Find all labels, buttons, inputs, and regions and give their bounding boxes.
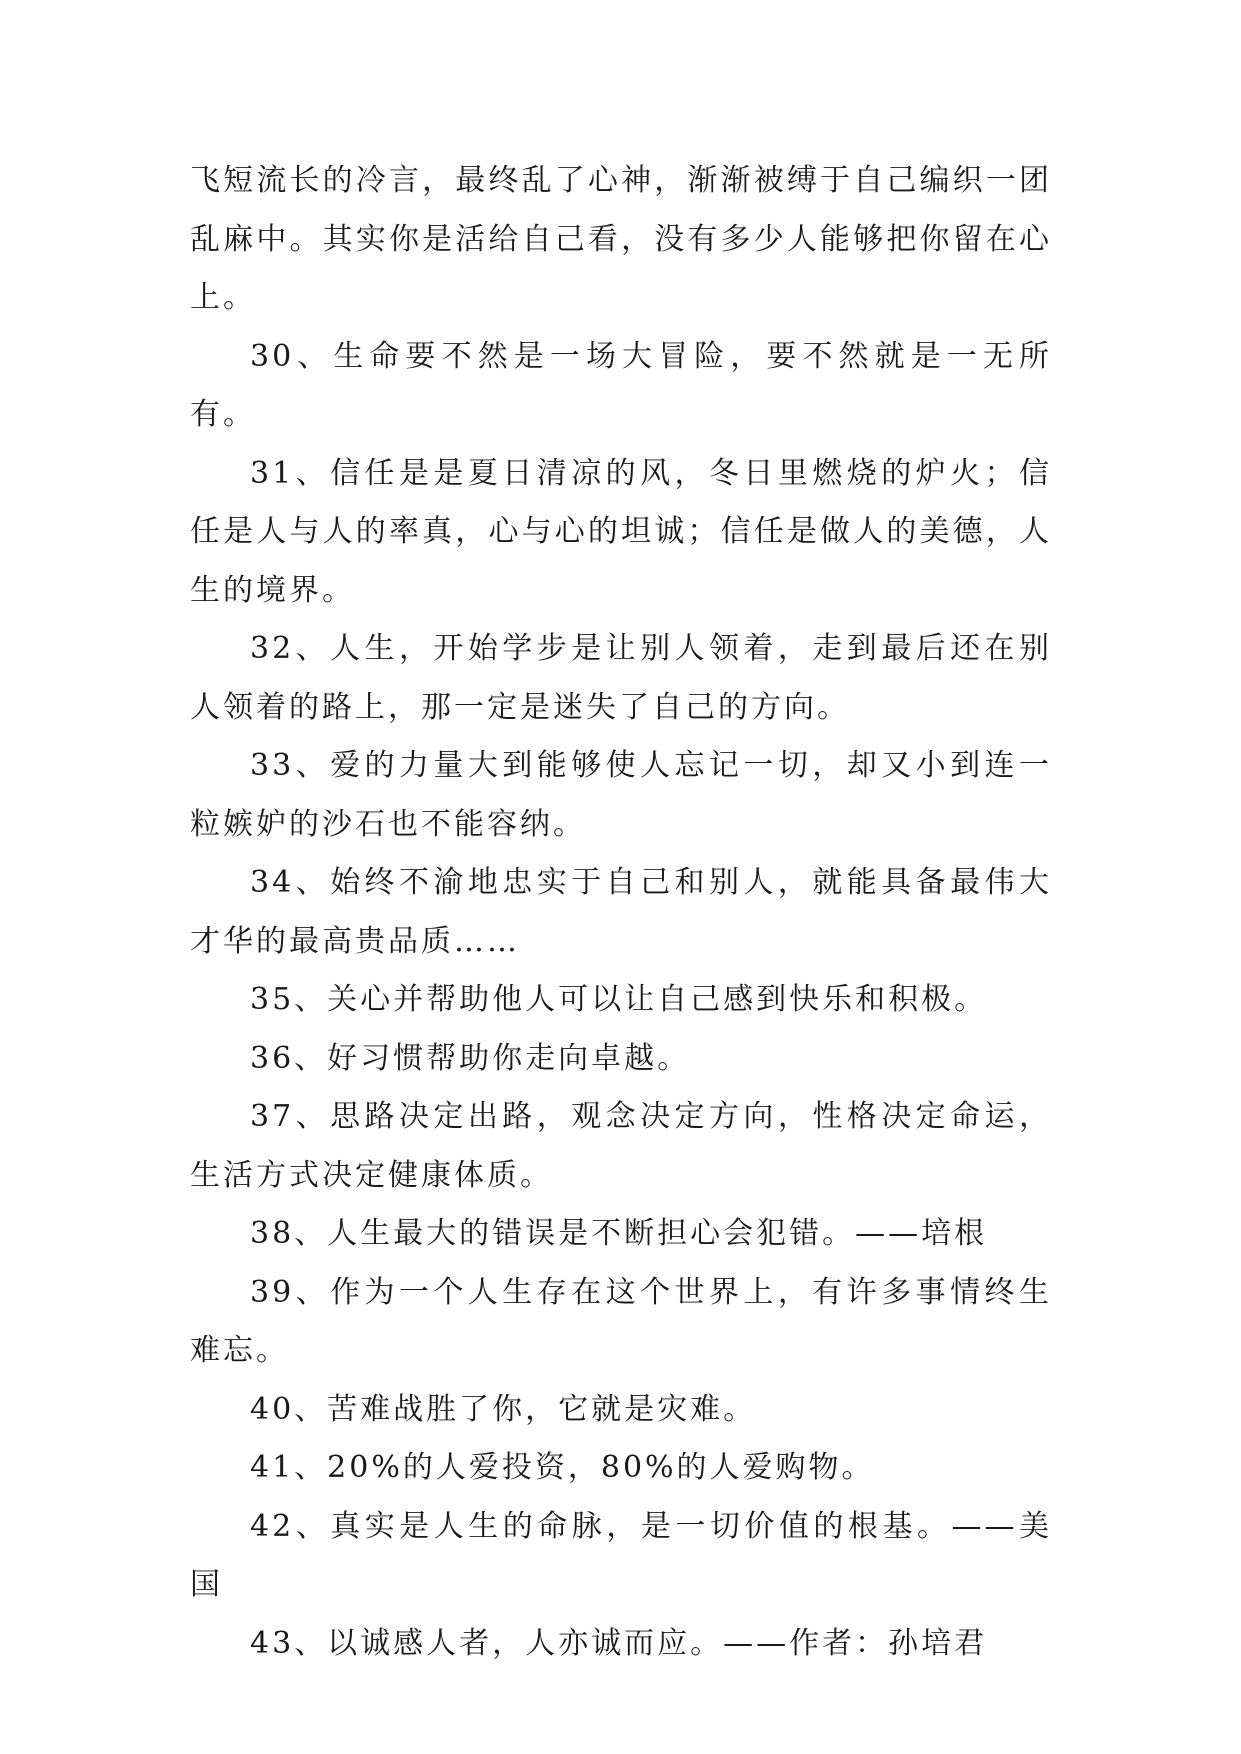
quote-item-35: 35、关心并帮助他人可以让自己感到快乐和积极。 xyxy=(250,982,988,1017)
quote-item-39: 39、作为一个人生存在这个世界上，有许多事情终生难忘。 xyxy=(190,1274,1052,1368)
quote-item-38: 38、人生最大的错误是不断担心会犯错。——培根 xyxy=(250,1216,988,1251)
quote-item-43: 43、以诚感人者，人亦诚而应。——作者：孙培君 xyxy=(250,1625,988,1661)
quote-item-37: 37、思路决定出路，观念决定方向，性格决定命运，生活方式决定健康体质。 xyxy=(190,1099,1052,1193)
quote-item-30: 30、生命要不然是一场大冒险，要不然就是一无所有。 xyxy=(190,338,1052,432)
quote-item-33: 33、爱的力量大到能够使人忘记一切，却又小到连一粒嫉妒的沙石也不能容纳。 xyxy=(190,748,1052,842)
quote-item-32: 32、人生，开始学步是让别人领着，走到最后还在别人领着的路上，那一定是迷失了自己的方向。 xyxy=(190,631,1052,725)
quote-item-41: 41、20%的人爱投资，80%的人爱购物。 xyxy=(250,1450,875,1485)
quote-item-34: 34、始终不渝地忠实于自己和别人，就能具备最伟大才华的最高贵品质…… xyxy=(190,865,1052,959)
document-body xyxy=(190,152,1052,1673)
quote-item-42: 42、真实是人生的命脉，是一切价值的根基。——美国 xyxy=(190,1508,1052,1602)
paragraph-continuation: 飞短流长的冷言，最终乱了心神，渐渐被缚于自己编织一团乱麻中。其实你是活给自己看，没有多少人能够把你留在心上。 xyxy=(190,163,1052,315)
quote-item-31: 31、信任是是夏日清凉的风，冬日里燃烧的炉火；信任是人与人的率真，心与心的坦诚；信任是做人的美德，人生的境界。 xyxy=(190,455,1052,608)
quote-item-40: 40、苦难战胜了你，它就是灾难。 xyxy=(250,1391,757,1427)
quote-item-36: 36、好习惯帮助你走向卓越。 xyxy=(250,1040,691,1076)
